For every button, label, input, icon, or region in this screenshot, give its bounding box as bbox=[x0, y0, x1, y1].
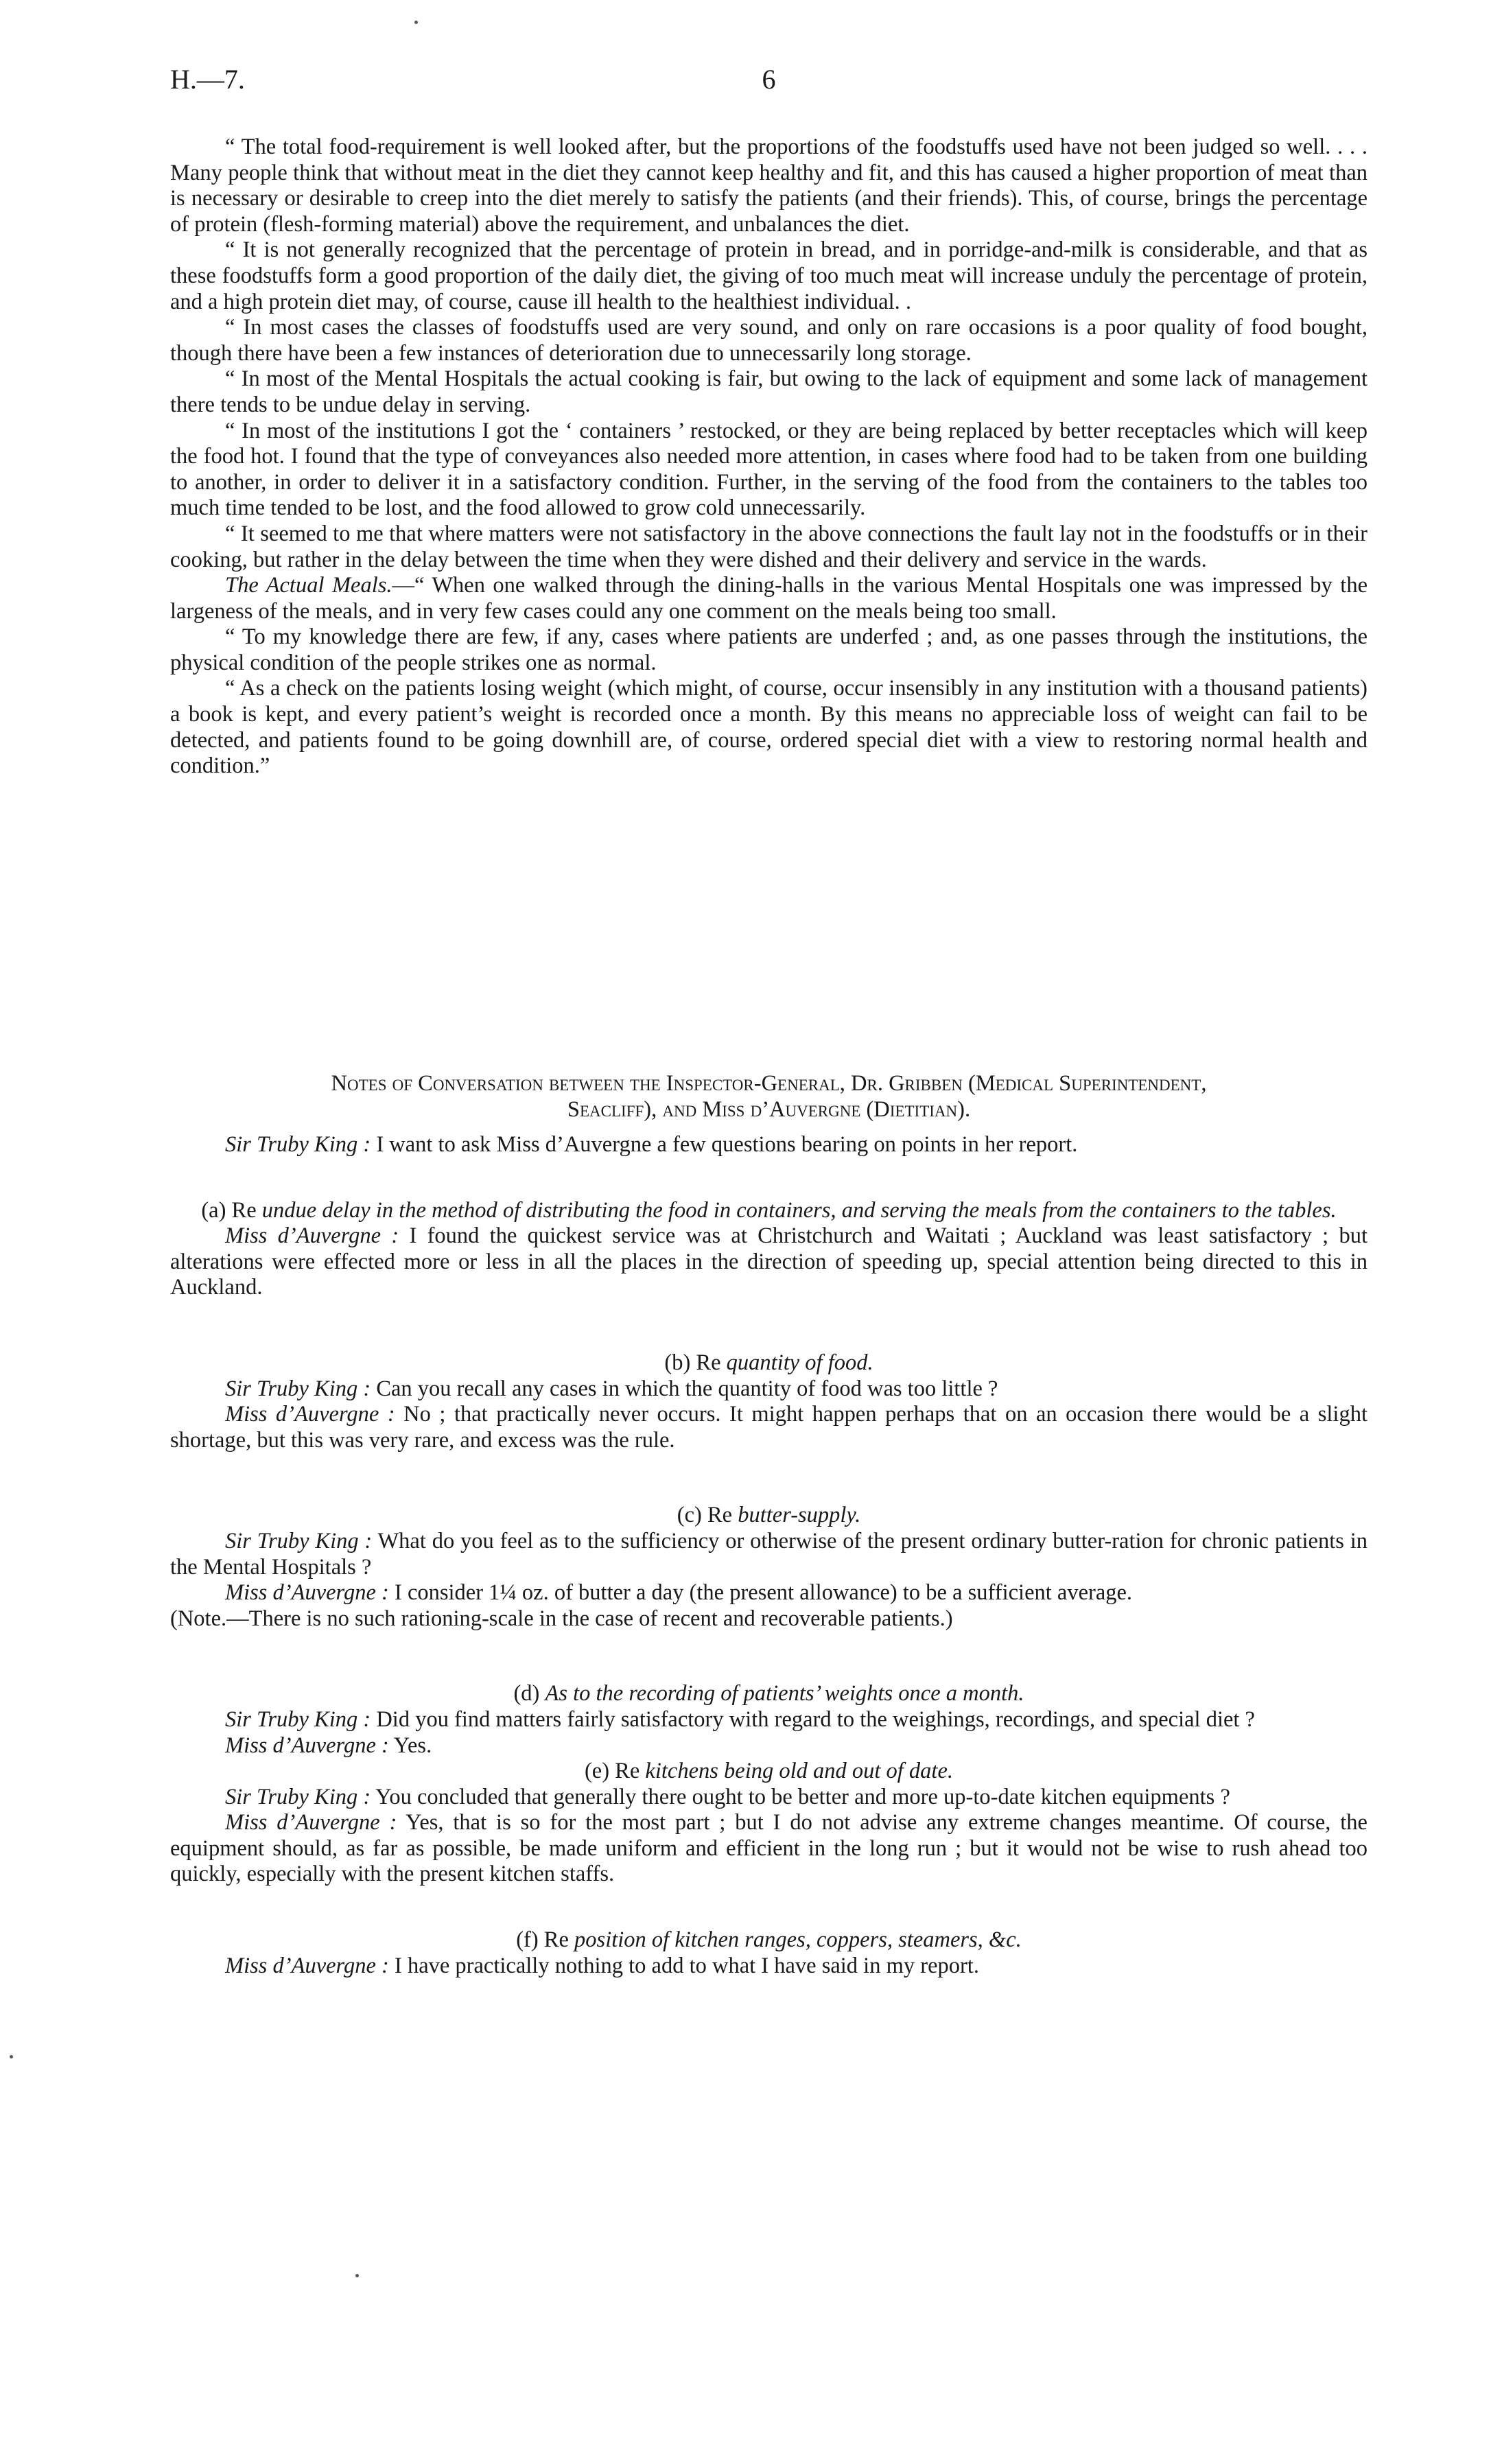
section-heading-d: (d) As to the recording of patients’ weights once a month. bbox=[513, 1681, 1024, 1706]
document-reference: H.—7. bbox=[170, 64, 245, 95]
conversation-body bbox=[170, 1132, 1367, 1979]
utterance: You concluded that generally there ought to be better and more up-to-date kitchen equipments ? bbox=[371, 1784, 1230, 1809]
paragraph-underfed: “ To my knowledge there are few, if any, cases where patients are underfed ; and, as one passes through the institutions, the physical condition of the people strikes one as normal. bbox=[170, 624, 1367, 675]
section-topic: undue delay in the method of distributing the food in containers, and serving the meals from the containers to the tables. bbox=[261, 1197, 1337, 1223]
speaker-label: Sir Truby King : bbox=[225, 1528, 373, 1553]
section-heading-a: (a) Re undue delay in the method of distributing the food in containers, and serving the meals from the containers to the tables. bbox=[201, 1197, 1337, 1223]
utterance: I have practically nothing to add to what I have said in my report. bbox=[388, 1953, 979, 1978]
section-topic: As to the recording of patients’ weights once a month. bbox=[545, 1681, 1024, 1706]
paragraph-cooking: “ In most of the Mental Hospitals the actual cooking is fair, but owing to the lack of equipment and some lack of management there tends to be undue delay in serving. bbox=[170, 366, 1367, 417]
utterance: I want to ask Miss d’Auvergne a few questions bearing on points in her report. bbox=[371, 1132, 1078, 1157]
scan-speck bbox=[414, 21, 418, 24]
utterance: I found the quickest service was at Christchurch and Waitati ; Auckland was least satisfactory ; but alterations were effected more or less in all the places in the direction of speeding up, special attention being directed to this in Auckland. bbox=[170, 1223, 1367, 1300]
speaker-label: Miss d’Auvergne : bbox=[225, 1580, 389, 1606]
speaker-label: Sir Truby King : bbox=[225, 1132, 371, 1157]
page-header bbox=[170, 63, 1367, 104]
speaker-label: Sir Truby King : bbox=[225, 1784, 371, 1809]
scan-speck bbox=[10, 2055, 13, 2058]
paragraph-containers: “ In most of the institutions I got the ‘ containers ’ restocked, or they are being replaced by better receptacles which will keep the food hot. I found that the type of conveyances also needed more attention, in cases where food had to be taken from one building to another, in order to deliver it in a satisfactory condition. Further, in the serving of the food from the containers to the tables too much time tended to be lost, and the food allowed to grow cold unnecessarily. bbox=[170, 418, 1367, 521]
utterance: What do you feel as to the sufficiency or otherwise of the present ordinary butter-ration for chronic patients in the Mental Hospitals ? bbox=[170, 1528, 1367, 1580]
section-heading-e: (e) Re kitchens being old and out of date. bbox=[584, 1759, 954, 1784]
speaker-label: Miss d’Auvergne : bbox=[225, 1953, 389, 1978]
actual-meals-label: The Actual Meals. bbox=[225, 573, 392, 598]
section-topic: quantity of food. bbox=[726, 1350, 873, 1375]
conversation-heading-line1: Notes of Conversation between the Inspector-General, Dr. Gribben (Medical Superintendent, bbox=[331, 1071, 1207, 1096]
answer-e bbox=[170, 1810, 1367, 1888]
paragraph-protein: “ It is not generally recognized that the percentage of protein in bread, and in porridge-and-milk is considerable, and that as these foodstuffs form a good proportion of the daily diet, the giving of too much meat will increase unduly the percentage of protein, and a high protein diet may, of course, cause ill health to the healthiest individual. . bbox=[170, 237, 1367, 314]
section-topic: kitchens being old and out of date. bbox=[645, 1759, 954, 1784]
answer-d bbox=[170, 1733, 1367, 1759]
paragraph-delay: “ It seemed to me that where matters were not satisfactory in the above connections the fault lay not in the foodstuffs or in their cooking, but rather in the delay between the time when they were dished and their delivery and service in the wards. bbox=[170, 521, 1367, 572]
question-d bbox=[170, 1707, 1367, 1733]
conversation-heading-line2: Seacliff), and Miss d’Auvergne (Dietitian). bbox=[567, 1097, 971, 1122]
question-b bbox=[170, 1376, 1367, 1403]
paragraph-weight-check: “ As a check on the patients losing weight (which might, of course, occur insensibly in any institution with a thousand patients) a book is kept, and every patient’s weight is recorded once a month. By this means no appreciable loss of weight can fail to be detected, and patients found to be going downhill are, of course, ordered special diet with a view to restoring normal health and condition.” bbox=[170, 676, 1367, 779]
section-heading-f: (f) Re position of kitchen ranges, coppers, steamers, &c. bbox=[516, 1927, 1022, 1953]
section-heading-b: (b) Re quantity of food. bbox=[664, 1350, 873, 1375]
answer-f bbox=[170, 1953, 1367, 1980]
paragraph-foodstuff-classes: “ In most cases the classes of foodstuffs used are very sound, and only on rare occasions is a poor quality of food bought, though there have been a few instances of deterioration due to unnecessarily long storage. bbox=[170, 315, 1367, 366]
utterance: Yes. bbox=[388, 1733, 432, 1758]
speaker-label: Sir Truby King : bbox=[225, 1376, 371, 1401]
section-topic: butter-supply. bbox=[738, 1503, 861, 1528]
utterance: Yes, that is so for the most part ; but I do not advise any extreme changes meantime. Of course, the equipment should, as far as possible, be made uniform and efficient in the long run ; but it would not be wise to rush ahead too quickly, especially with the present kitchen staffs. bbox=[170, 1810, 1367, 1887]
utterance: No ; that practically never occurs. It might happen perhaps that on an occasion there would be a slight shortage, but this was very rare, and excess was the rule. bbox=[170, 1402, 1367, 1453]
utterance: Did you find matters fairly satisfactory with regard to the weighings, recordings, and special diet ? bbox=[371, 1706, 1255, 1732]
speaker-label: Sir Truby King : bbox=[225, 1706, 371, 1732]
speaker-label: Miss d’Auvergne : bbox=[225, 1733, 389, 1758]
page-number: 6 bbox=[762, 64, 776, 95]
paragraph-food-requirement: “ The total food-requirement is well looked after, but the proportions of the foodstuffs used have not been judged so well. . . . Many people think that without meat in the diet they cannot keep healthy and fit, and this has caused a higher proportion of meat than is necessary or desirable to creep into the diet merely to satisfy the patients (and their friends). This, of course, brings the percentage of protein (flesh-forming material) above the requirement, and unbalances the diet. bbox=[170, 134, 1367, 237]
utterance: I consider 1¼ oz. of butter a day (the present allowance) to be a sufficient average. bbox=[388, 1580, 1133, 1606]
paragraph-actual-meals bbox=[170, 573, 1367, 624]
section-heading-c: (c) Re butter-supply. bbox=[677, 1503, 861, 1528]
report-quotation bbox=[170, 134, 1367, 779]
speaker-label: Miss d’Auvergne : bbox=[225, 1402, 395, 1427]
scan-speck bbox=[355, 2274, 359, 2277]
answer-c bbox=[170, 1580, 1367, 1606]
speaker-label: Miss d’Auvergne : bbox=[225, 1810, 397, 1835]
actual-meals-text: —“ When one walked through the dining-halls in the various Mental Hospitals one was impressed by the largeness of the meals, and in very few cases could any one comment on the meals being too small. bbox=[170, 573, 1367, 624]
answer-b bbox=[170, 1402, 1367, 1453]
answer-a bbox=[170, 1223, 1367, 1301]
section-topic: position of kitchen ranges, coppers, steamers, &c. bbox=[574, 1927, 1022, 1953]
question-c bbox=[170, 1529, 1367, 1580]
utterance: Can you recall any cases in which the quantity of food was too little ? bbox=[371, 1376, 998, 1401]
intro-question bbox=[170, 1132, 1367, 1158]
note-c: (Note.—There is no such rationing-scale in the case of recent and recoverable patients.) bbox=[170, 1606, 953, 1631]
conversation-heading bbox=[170, 1070, 1367, 1123]
question-e bbox=[170, 1785, 1367, 1811]
speaker-label: Miss d’Auvergne : bbox=[225, 1223, 399, 1249]
